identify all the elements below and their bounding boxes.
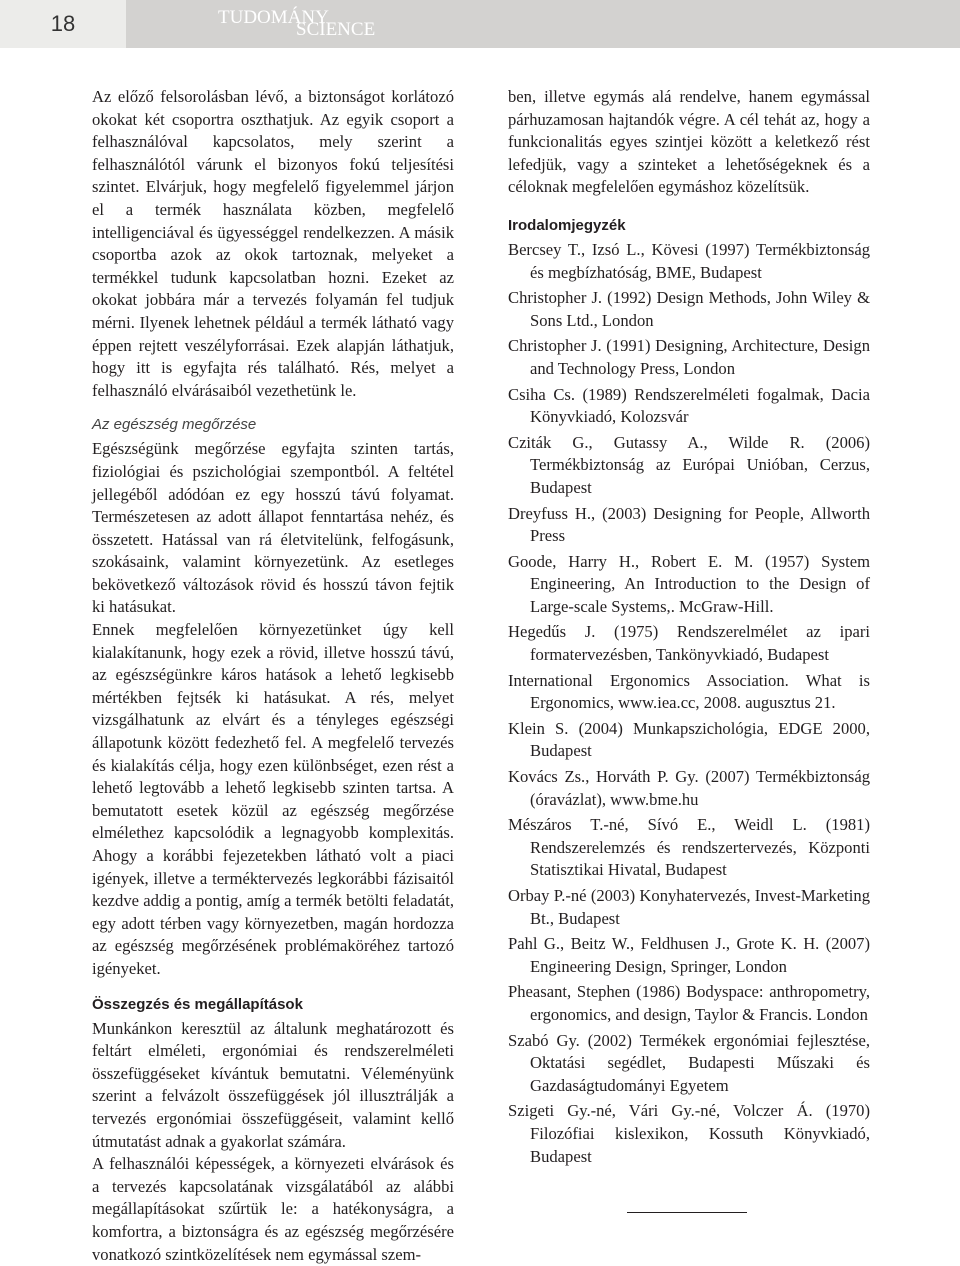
reference-item: Cziták G., Gutassy A., Wilde R. (2006) Termékbiztonság az Európai Unióban, Cerzus, Budapest <box>508 432 870 497</box>
page-header <box>0 0 960 48</box>
reference-item: Goode, Harry H., Robert E. M. (1957) System Engineering, An Introduction to the Design of Large-scale Systems,. McGraw-Hill. <box>508 551 870 616</box>
journal-title: TUDOMÁNY <box>218 7 329 28</box>
reference-item: Szigeti Gy.-né, Vári Gy.-né, Volczer Á. (1970) Filozófiai kislexikon, Kossuth Könyvkiadó, Budapest <box>508 1101 870 1166</box>
reference-item: Mészáros T.-né, Sívó E., Weidl L. (1981) Rendszerelemzés és rendszertervezés, Központi Statisztikai Hivatal, Budapest <box>508 815 870 880</box>
reference-item: Kovács Zs., Horváth P. Gy. (2007) Termékbiztonság (óravázlat), www.bme.hu <box>508 767 870 809</box>
reference-item: Dreyfuss H., (2003) Designing for People, Allworth Press <box>508 503 870 546</box>
reference-item: Klein S. (2004) Munkapszichológia, EDGE 2000, Budapest <box>508 718 870 761</box>
reference-item: International Ergonomics Association. What is Ergonomics, www.iea.cc, 2008. augusztus 21. <box>508 670 870 713</box>
health-paragraph-2: Ennek megfelelően környezetünket úgy kell kialakítanunk, hogy ezek a rövid, illetve hosszú távú, az egészségünkre káros hatások a lehető legkisebb mértékben fejtsék ki hatásukat. A rés, melyet vizsgálhatunk az elvárt és a tényleges egészségi állapotunk között fedezhető fel. A megfelelő tervezés és kialakítás célja, hogy ezen különbséget, ezen rést a lehető legtovább a lehető legkisebb szinten tartsa. A bemutatott esetek közül az egészség megőrzése elmélethez kapcsolódik a legnagyobb komplexitás. Ahogy a korábbi fejezetekben látható volt a piaci igények, illetve a terméktervezés legkorábbi fázisaitól kezdve addig a pontig, amíg a termék betölti feladatát, egy adott térben vagy környezetben, magán hordozza az egészség megőrzésének problémaköréhez tartozó igényeket. <box>92 620 454 978</box>
continued-paragraph: ben, illetve egymás alá rendelve, hanem egymással párhuzamosan hajtandók végre. A cél tehát az, hogy a funkcionalitás egyes szintjei között a keletkező rést lefedjük, vagy a szinteket a lehetőségeknek és a céloknak megfelelően egymáshoz közelítsük. <box>508 87 870 197</box>
reference-item: Pheasant, Stephen (1986) Bodyspace: anthropometry, ergonomics, and design, Taylor & Francis. London <box>508 982 870 1024</box>
journal-subtitle: SCIENCE <box>296 19 376 40</box>
reference-item: Pahl G., Beitz W., Feldhusen J., Grote K. H. (2007) Engineering Design, Springer, London <box>508 934 870 976</box>
left-column <box>92 86 454 1266</box>
reference-item: Csiha Cs. (1989) Rendszerelméleti fogalmak, Dacia Könyvkiadó, Kolozsvár <box>508 384 870 427</box>
intro-paragraph: Az előző felsorolásban lévő, a biztonságot korlátozó okokat két csoportra oszthatjuk. Az egyik csoport a felhasználóval kapcsolatos, mely szerint a felhasználótól várunk el bizonyos fokú teljesítési szintet. Elvárjuk, hogy megfelelő figyelemmel járjon el a termék használata közben, megfelelő intelligenciával és ügyességgel rendelkezzen. A másik csoportba azok az okok tartoznak, melyeket a termékkel tudunk kapcsolatban hozni. Ezeket az okokat jobbára már a tervezés folyamán fel tudjuk mérni. Ilyenek lehetnek például a termék látható vagy éppen rejtett veszélyforrásai. Ezek alapján láthatjuk, hogy itt is egyfajta rés található. Rés, melyet a felhasználó elvárásaiból vezethetünk le. <box>92 87 454 400</box>
reference-item: Orbay P.-né (2003) Konyhatervezés, Invest-Marketing Bt., Budapest <box>508 886 870 928</box>
page-number: 18 <box>0 0 126 48</box>
reference-item: Christopher J. (1992) Design Methods, John Wiley & Sons Ltd., London <box>508 288 870 330</box>
right-column <box>508 86 870 1171</box>
reference-item: Hegedűs J. (1975) Rendszerelmélet az ipari formatervezésben, Tankönyvkiadó, Budapest <box>508 622 870 665</box>
summary-paragraph-1: Munkánkon keresztül az általunk meghatározott és feltárt elméleti, ergonómiai és rendszerelméleti összefüggéseket kívántuk bemutatni. Véleményünk szerint a felvázolt összefüggések jól illusztrálják a tervezés ergonómiai összefüggéseit, valamint kellő útmutatást adnak a gyakorlat számára. <box>92 1018 454 1151</box>
health-paragraph-1: Egészségünk megőrzése egyfajta szinten tartás, fiziológiai és pszichológiai szempontból. A feltétel jellegéből adódóan ez egy hosszú távú folyamat. Természetesen az adott állapot fenntartása nehéz, és összetett. Hatással van rá életvitelünk, felfogásunk, szokásaink, valamint környezetünk. Az esetleges bekövetkező változások rövid és hosszú távon fejtik ki hatásukat. <box>92 439 454 617</box>
references-list <box>508 239 870 1168</box>
summary-paragraph-2: A felhasználói képességek, a környezeti elvárások és a tervezés kapcsolatának vizsgálatából az alábbi megállapításokat szűrtük le: a hatékonyságra, a komfortra, a biztonságra és az egészség megőrzésére vonatkozó szintközelítések nem egymással szem- <box>92 1154 454 1264</box>
reference-item: Szabó Gy. (2002) Termékek ergonómiai fejlesztése, Oktatási segédlet, Budapesti Műszaki és Gazdaságtudományi Egyetem <box>508 1030 870 1095</box>
health-heading: Az egészség megőrzése <box>92 416 257 434</box>
reference-item: Christopher J. (1991) Designing, Architecture, Design and Technology Press, London <box>508 336 870 378</box>
reference-item: Bercsey T., Izsó L., Kövesi (1997) Termékbiztonság és megbízhatóság, BME, Budapest <box>508 239 870 282</box>
summary-heading: Összegzés és megállapítások <box>92 995 303 1013</box>
references-heading: Irodalomjegyzék <box>508 216 626 234</box>
footer-rule <box>627 1212 747 1213</box>
